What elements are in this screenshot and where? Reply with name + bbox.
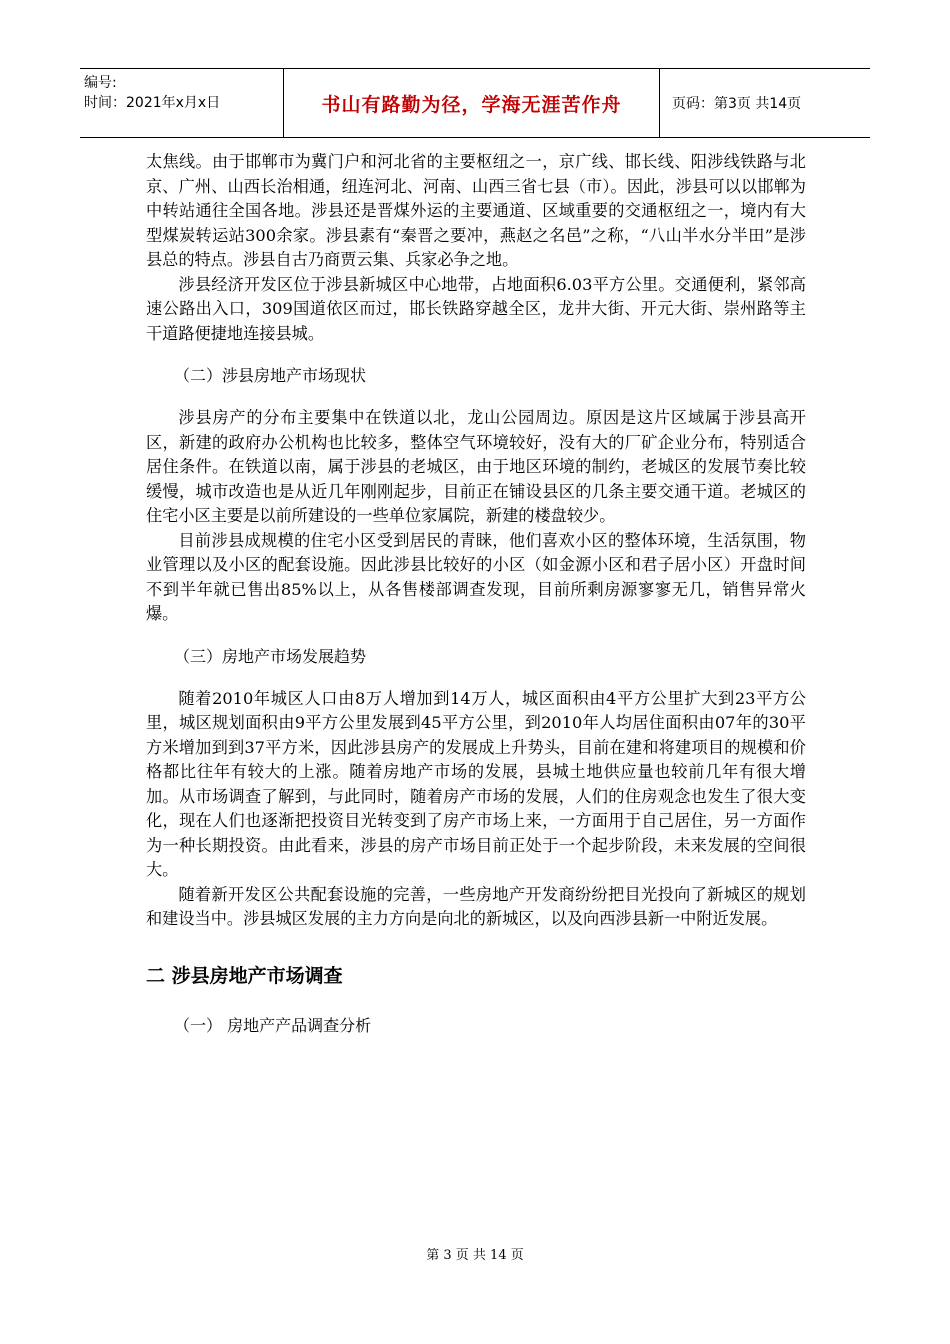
subheading-market-status: （二）涉县房地产市场现状 [174, 366, 367, 385]
paragraph-growth-trend: 随着2010年城区人口由8万人增加到14万人，城区面积由4平方公里扩大到23平方公里，城区规划面积由9平方公里发展到45平方公里，到2010年人均居住面积由07年的30平方米增加到到37平方米，因此涉县房产的发展成上升势头，目前在建和将建项目的规模和价格都比往年有较大的上涨。随着房地产市场的发展，县城土地供应量也较前几年有很大增加。从市场调查了解到，与此同时，随着房产市场的发展，人们的住房观念也发生了很大变化，现在人们也逐渐把投资目光转变到了房产市场上来，一方面用于自己居住，另一方面作为一种长期投资。由此看来，涉县的房产市场目前正处于一个起步阶段，未来发展的空间很大。 [146, 688, 806, 879]
page-footer: 第 3 页 共 14 页 [426, 1248, 524, 1263]
header-page-info: 页码：第3页 共14页 [672, 96, 802, 112]
header-motto-cell [284, 69, 660, 137]
header-motto: 书山有路勤为径，学海无涯苦作舟 [321, 93, 622, 116]
page-header [80, 68, 870, 138]
paragraph-transport: 太焦线。由于邯郸市为冀门户和河北省的主要枢纽之一，京广线、邯长线、阳涉线铁路与北京、广州、山西长治相通，纽连河北、河南、山西三省七县（市）。因此，涉县可以以邯郸为中转站通往全国各地。涉县还是晋煤外运的主要通道、区域重要的交通枢纽之一，境内有大型煤炭转运站300余家。涉县素有“秦晋之要冲，燕赵之名邑”之称，“八山半水分半田”是涉县总的特点。涉县自古乃商贾云集、兵家必争之地。 [146, 152, 806, 269]
subheading-market-trend: （三）房地产市场发展趋势 [174, 646, 367, 666]
section-heading-market-survey: 二 涉县房地产市场调查 [146, 964, 343, 987]
paragraph-residential-demand: 目前涉县成规模的住宅小区受到居民的青睐，他们喜欢小区的整体环境，生活氛围，物业管理以及小区的配套设施。因此涉县比较好的小区（如金源小区和君子居小区）开盘时间不到半年就已售出85%以上，从各售楼部调查发现，目前所剩房源寥寥无几，销售异常火爆。 [146, 530, 806, 623]
subheading-product-survey: （一） 房地产产品调查分析 [174, 1015, 372, 1035]
document-body [146, 150, 806, 1038]
document-date-label: 时间：2021年x月x日 [84, 95, 221, 111]
header-meta [80, 69, 284, 137]
paragraph-housing-distribution: 涉县房产的分布主要集中在铁道以北，龙山公园周边。原因是这片区域属于涉县高开区，新建的政府办公机构也比较多，整体空气环境较好，没有大的厂矿企业分布，特别适合居住条件。在铁道以南，属于涉县的老城区，由于地区环境的制约，老城区的发展节奏比较缓慢，城市改造也是从近几年刚刚起步，目前正在铺设县区的几条主要交通干道。老城区的住宅小区主要是以前所建设的一些单位家属院，新建的楼盘较少。 [146, 408, 806, 525]
paragraph-new-district: 随着新开发区公共配套设施的完善，一些房地产开发商纷纷把目光投向了新城区的规划和建设当中。涉县城区发展的主力方向是向北的新城区，以及向西涉县新一中附近发展。 [146, 884, 806, 928]
document-number-label: 编号: [84, 75, 117, 91]
paragraph-development-zone: 涉县经济开发区位于涉县新城区中心地带，占地面积6.03平方公里。交通便利，紧邻高速公路出入口，309国道依区而过，邯长铁路穿越全区，龙井大街、开元大街、崇州路等主干道路便捷地连接县城。 [146, 274, 806, 343]
